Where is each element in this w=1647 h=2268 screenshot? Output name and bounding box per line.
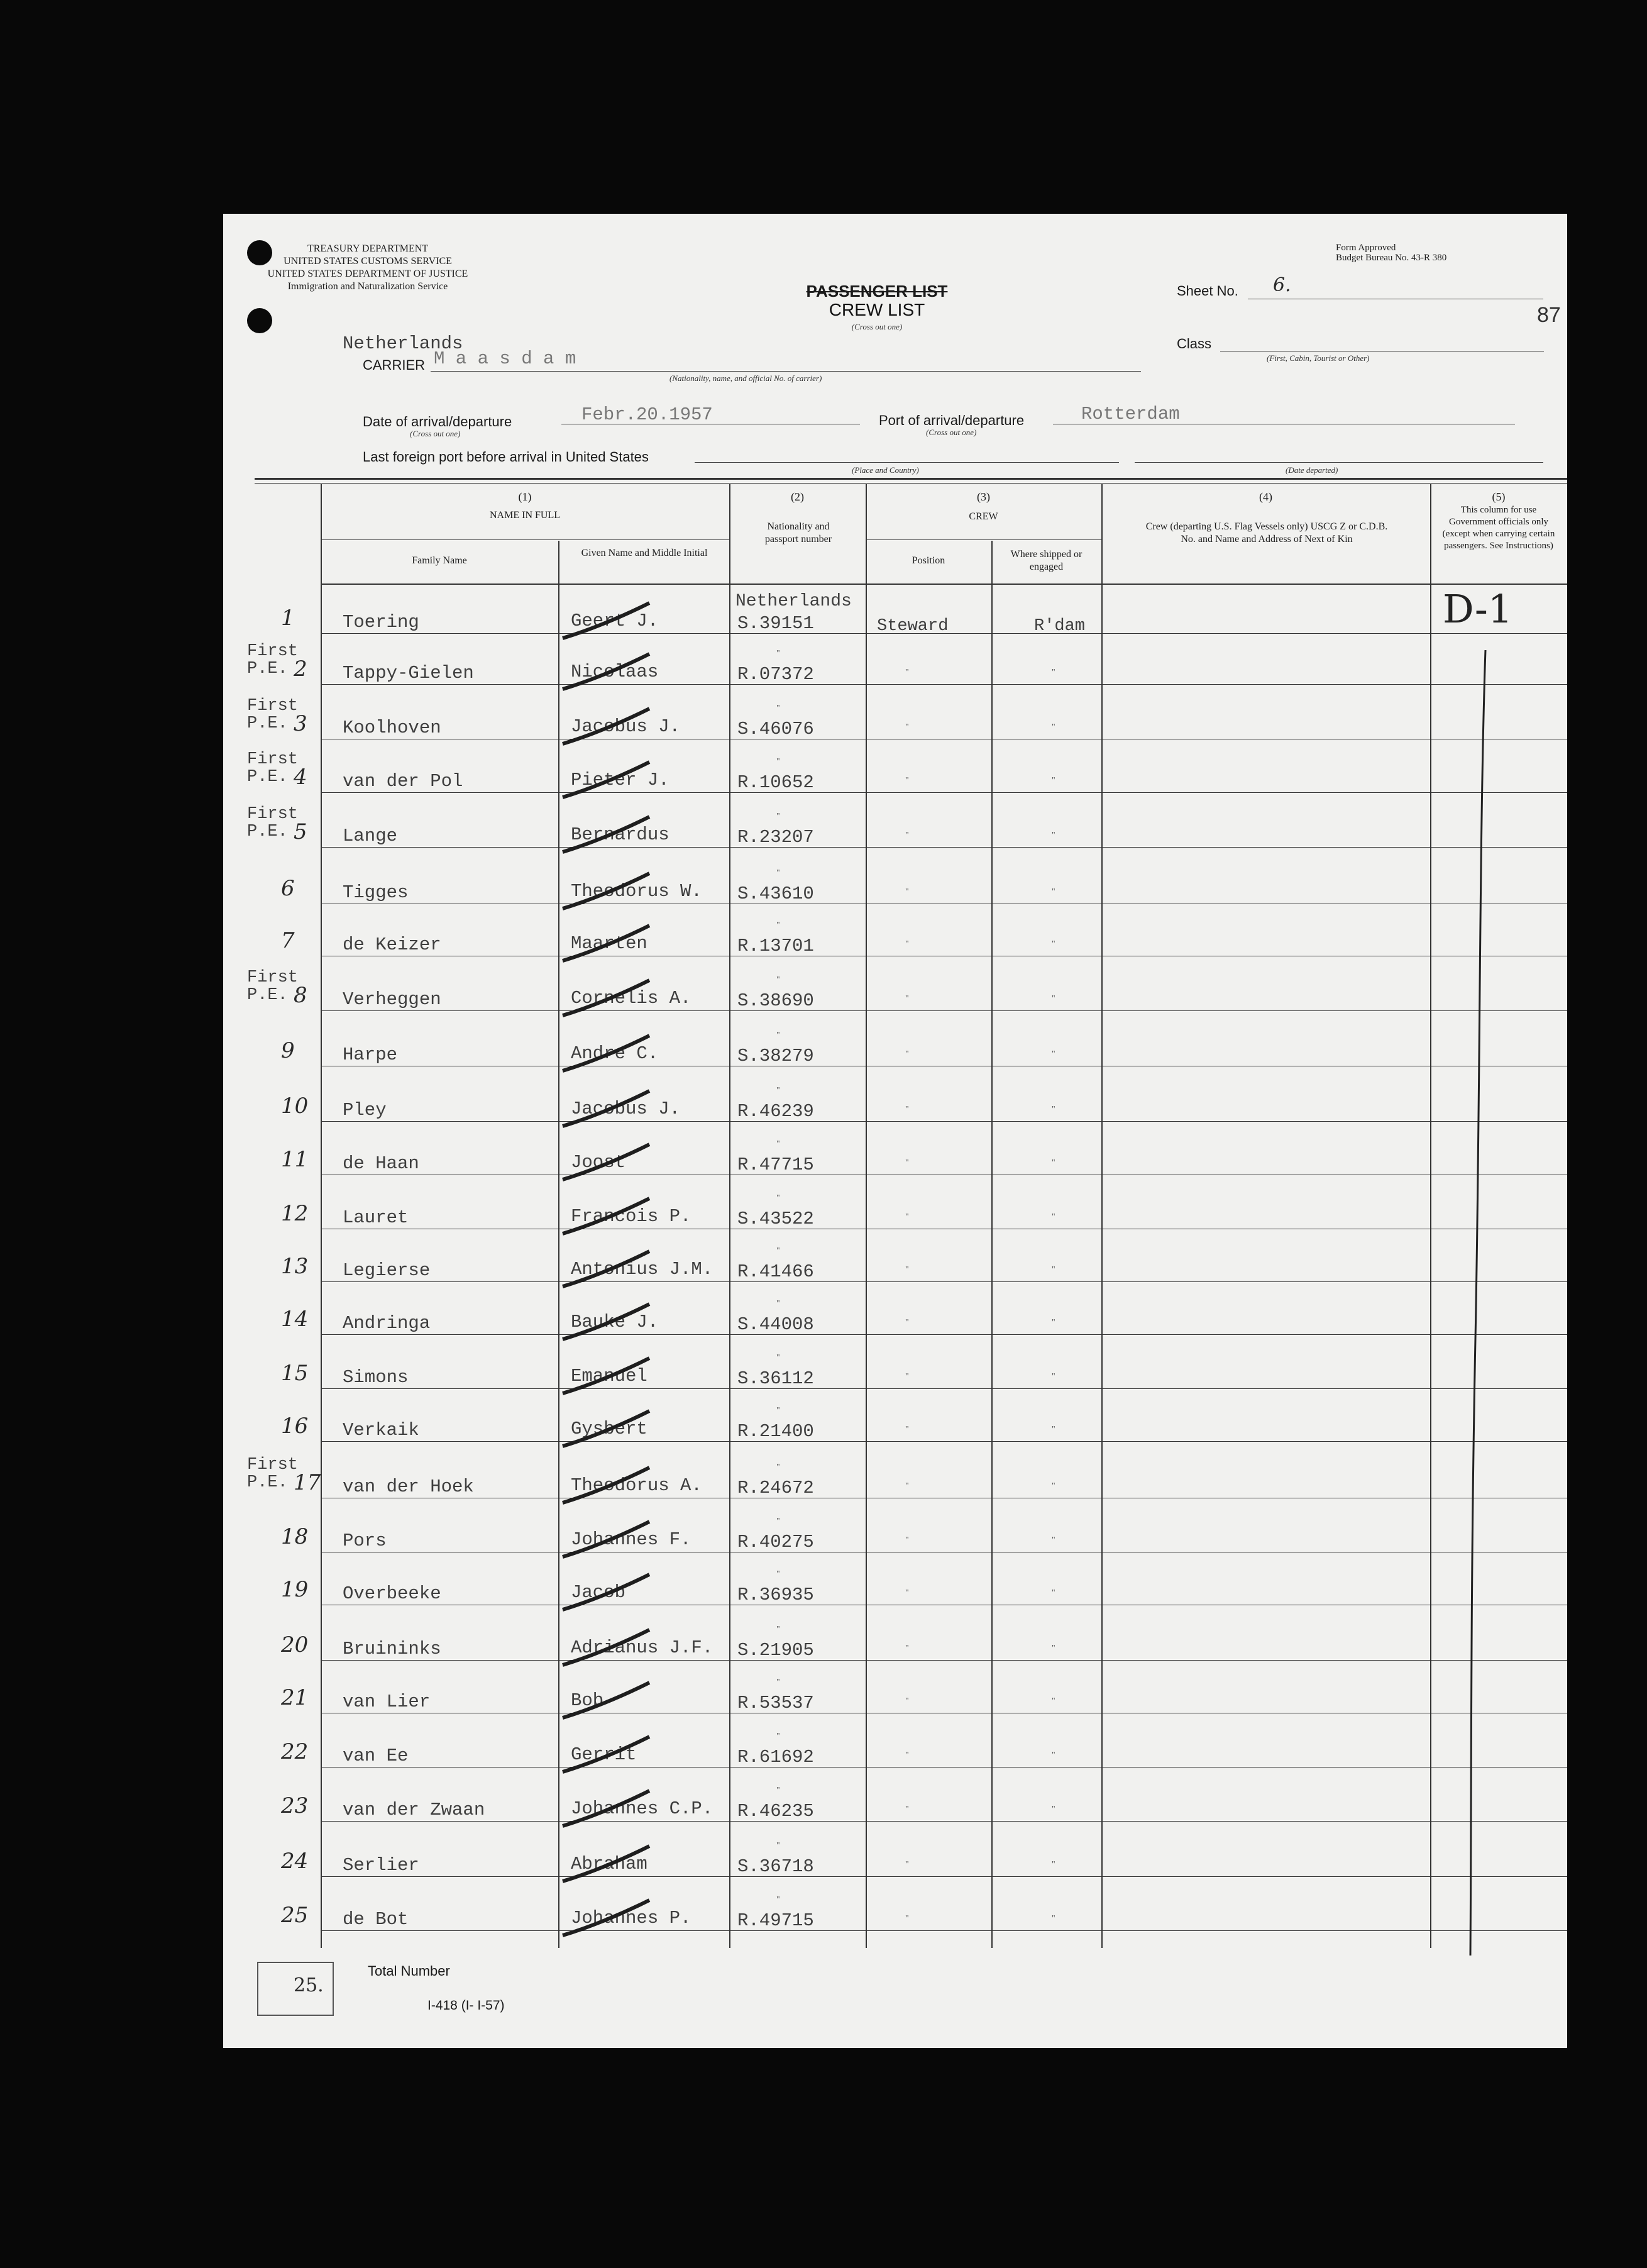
- family-name: Overbeeke: [343, 1583, 441, 1604]
- nationality-ditto: ": [776, 704, 780, 713]
- nationality-ditto: ": [776, 975, 780, 985]
- form-approval: [1336, 243, 1446, 263]
- nationality-ditto: ": [776, 1569, 780, 1579]
- row-number: 4: [294, 765, 307, 790]
- position-ditto: ": [905, 939, 909, 949]
- date-value: Febr.20.1957: [581, 404, 713, 425]
- dept-line: Immigration and Naturalization Service: [287, 281, 448, 292]
- position-header: Position: [912, 555, 945, 566]
- col3-number: (3): [977, 490, 990, 503]
- where-shipped-ditto: ": [1052, 1318, 1055, 1327]
- form-number: I-418 (I- I-57): [427, 1998, 505, 2013]
- given-name: Nicolaas: [571, 661, 659, 682]
- strike-mark: [556, 1842, 651, 1886]
- nationality-ditto: ": [776, 868, 780, 878]
- family-name: van Lier: [343, 1691, 431, 1712]
- where-shipped-ditto: ": [1052, 1588, 1055, 1598]
- nationality-ditto: ": [776, 649, 780, 658]
- col1-number: (1): [518, 490, 532, 503]
- row-rule: [321, 1441, 1567, 1442]
- strike-mark: [556, 1896, 651, 1940]
- where-shipped-header: Where shipped or engaged: [1010, 549, 1082, 572]
- row-number: 1: [281, 606, 295, 631]
- dept-line: UNITED STATES CUSTOMS SERVICE: [284, 256, 452, 267]
- strike-mark: [556, 1518, 651, 1562]
- table-border: [321, 484, 322, 1948]
- position-ditto: ": [905, 1751, 909, 1760]
- row-number: 9: [281, 1038, 295, 1063]
- row-prefix: First P.E.: [247, 697, 299, 733]
- row-prefix: First P.E.: [247, 642, 299, 678]
- strike-mark: [556, 922, 651, 966]
- row-number: 11: [281, 1147, 309, 1172]
- department-block: [267, 243, 468, 293]
- column-divider: [1101, 484, 1103, 1948]
- given-name: Johannes C.P.: [571, 1798, 713, 1819]
- row-number: 18: [281, 1524, 309, 1549]
- given-name: Francois P.: [571, 1206, 691, 1227]
- row-number: 24: [281, 1849, 309, 1874]
- family-name: Pors: [343, 1530, 387, 1551]
- strike-mark: [556, 1464, 651, 1508]
- given-name: Emanuel: [571, 1366, 647, 1386]
- position-ditto: ": [905, 1318, 909, 1327]
- row-number: 5: [294, 819, 307, 844]
- row-prefix: First P.E.: [247, 968, 299, 1005]
- row-prefix: First P.E.: [247, 750, 299, 787]
- position-ditto: ": [905, 887, 909, 897]
- given-name: Johannes P.: [571, 1908, 691, 1928]
- passport-number: R.21400: [737, 1421, 814, 1442]
- row-number: 22: [281, 1739, 309, 1764]
- nationality-value: Netherlands: [343, 333, 463, 354]
- where-shipped-ditto: ": [1052, 1049, 1055, 1059]
- given-name: Bauke J.: [571, 1312, 659, 1332]
- given-name: Cornelis A.: [571, 988, 691, 1009]
- family-name: Verkaik: [343, 1420, 419, 1441]
- row-number: 23: [281, 1793, 309, 1818]
- table-top-rule: [255, 483, 1567, 484]
- port-value: Rotterdam: [1081, 404, 1180, 424]
- last-port-label: Last foreign port before arrival in United States: [363, 449, 649, 465]
- row-rule: [321, 684, 1567, 685]
- where-shipped-ditto: ": [1052, 776, 1055, 785]
- given-name: Abraham: [571, 1854, 647, 1874]
- passport-number: R.47715: [737, 1154, 814, 1175]
- strike-mark: [556, 705, 651, 749]
- passport-number: R.24672: [737, 1478, 814, 1498]
- family-name: Serlier: [343, 1855, 419, 1876]
- nationality-ditto: ": [776, 757, 780, 766]
- family-name: Toering: [343, 612, 419, 633]
- given-name: Andre C.: [571, 1043, 659, 1064]
- table-top-rule: [255, 478, 1567, 480]
- where-shipped-ditto: ": [1052, 1805, 1055, 1814]
- subheader-rule: [321, 539, 729, 540]
- strike-mark: [556, 976, 651, 1021]
- where-shipped: R'dam: [1034, 617, 1086, 636]
- row-rule: [321, 847, 1567, 848]
- row-number: 13: [281, 1254, 309, 1279]
- carrier-value: M a a s d a m: [434, 348, 576, 369]
- dept-line: UNITED STATES DEPARTMENT OF JUSTICE: [267, 268, 468, 279]
- nationality-ditto: ": [776, 1299, 780, 1308]
- port-label: Port of arrival/departure: [879, 412, 1025, 428]
- position-ditto: ": [905, 994, 909, 1004]
- family-name-header: Family Name: [412, 555, 467, 566]
- given-name: Geert J.: [571, 611, 659, 631]
- where-shipped-ditto: ": [1052, 994, 1055, 1004]
- nationality-ditto: ": [776, 1841, 780, 1850]
- position-ditto: ": [905, 831, 909, 840]
- strike-mark: [556, 1141, 651, 1185]
- strike-mark: [556, 813, 651, 857]
- family-name: Bruininks: [343, 1639, 441, 1659]
- nationality-ditto: ": [776, 1246, 780, 1256]
- strike-mark: [556, 758, 651, 802]
- dept-line: TREASURY DEPARTMENT: [307, 243, 429, 254]
- row-number: 15: [281, 1361, 309, 1386]
- nationality-ditto: ": [776, 1786, 780, 1795]
- row-number: 3: [294, 711, 307, 736]
- where-shipped-ditto: ": [1052, 668, 1055, 677]
- strike-mark: [556, 1626, 651, 1670]
- passport-number: R.46235: [737, 1801, 814, 1822]
- passport-number: S.44008: [737, 1314, 814, 1335]
- nationality-ditto: ": [776, 1086, 780, 1095]
- given-name: Joost: [571, 1152, 626, 1173]
- col5-title: This column for use Government officials only (except when carrying certain passengers. See Instructions): [1442, 505, 1555, 551]
- col5-number: (5): [1492, 490, 1506, 503]
- position-ditto: ": [905, 1860, 909, 1869]
- family-name: de Keizer: [343, 934, 441, 955]
- row-prefix: First P.E.: [247, 805, 299, 841]
- row-rule: [321, 792, 1567, 793]
- position-ditto: ": [905, 1105, 909, 1114]
- sheet-no-label: Sheet No.: [1177, 283, 1238, 299]
- where-shipped-ditto: ": [1052, 887, 1055, 897]
- passport-number: S.38690: [737, 990, 814, 1011]
- given-name: Gerrit: [571, 1744, 637, 1765]
- column-divider: [1430, 484, 1431, 1948]
- passport-number: S.43610: [737, 883, 814, 904]
- carrier-hint: (Nationality, name, and official No. of carrier): [669, 373, 822, 383]
- given-name: Pieter J.: [571, 770, 669, 790]
- family-name: van der Pol: [343, 771, 463, 792]
- row-rule: [321, 1821, 1567, 1822]
- where-shipped-ditto: ": [1052, 1158, 1055, 1168]
- nationality-ditto: ": [776, 1193, 780, 1203]
- family-name: de Haan: [343, 1153, 419, 1174]
- given-name: Bob: [571, 1690, 604, 1711]
- position-ditto: ": [905, 722, 909, 732]
- position-ditto: ": [905, 1049, 909, 1059]
- row-number: 19: [281, 1577, 309, 1602]
- row-prefix: First P.E.: [247, 1456, 299, 1492]
- position-ditto: ": [905, 1644, 909, 1653]
- budget-bureau-text: Budget Bureau No. 43-R 380: [1336, 253, 1447, 263]
- passport-number: S.36718: [737, 1856, 814, 1877]
- where-shipped-ditto: ": [1052, 939, 1055, 949]
- position-ditto: ": [905, 1914, 909, 1923]
- where-shipped-ditto: ": [1052, 1751, 1055, 1760]
- strike-mark: [556, 1407, 651, 1451]
- row-number: 21: [281, 1685, 309, 1710]
- given-name: Jacobus J.: [571, 716, 681, 737]
- class-hint: (First, Cabin, Tourist or Other): [1267, 353, 1370, 363]
- where-shipped-ditto: ": [1052, 722, 1055, 732]
- place-hint: (Place and Country): [852, 465, 919, 475]
- strike-mark: [556, 1787, 651, 1831]
- row-number: 16: [281, 1413, 309, 1439]
- row-rule: [321, 1010, 1567, 1011]
- strike-mark: [556, 1679, 651, 1723]
- nationality-ditto: ": [776, 1406, 780, 1415]
- family-name: Pley: [343, 1100, 387, 1120]
- passport-number: S.36112: [737, 1368, 814, 1389]
- page-number: 87: [1537, 303, 1561, 327]
- row-rule: [321, 1876, 1567, 1877]
- nationality-ditto: ": [776, 1353, 780, 1363]
- column-divider: [991, 541, 993, 1948]
- nationality-ditto: ": [776, 921, 780, 930]
- nationality-ditto: ": [776, 1678, 780, 1687]
- given-name: Theodorus W.: [571, 881, 702, 902]
- form-approved-text: Form Approved: [1336, 243, 1396, 253]
- where-shipped-ditto: ": [1052, 1212, 1055, 1222]
- date-hint: (Cross out one): [410, 429, 461, 438]
- date-departed-hint: (Date departed): [1286, 465, 1338, 475]
- passport-number: R.36935: [737, 1585, 814, 1605]
- where-shipped-ditto: ": [1052, 1105, 1055, 1114]
- family-name: Legierse: [343, 1260, 431, 1281]
- col5-vertical-stroke: [1455, 648, 1493, 1962]
- given-name: Antonius J.M.: [571, 1259, 713, 1280]
- nationality: Netherlands: [735, 592, 852, 611]
- given-name: Adrianus J.F.: [571, 1637, 713, 1658]
- passport-number: R.40275: [737, 1532, 814, 1552]
- col5-mark: D-1: [1443, 586, 1513, 632]
- position-ditto: ": [905, 668, 909, 677]
- nationality-ditto: ": [776, 1895, 780, 1905]
- passport-number: R.49715: [737, 1910, 814, 1931]
- where-shipped-ditto: ": [1052, 1425, 1055, 1434]
- header-bottom-rule: [321, 584, 1567, 585]
- position-ditto: ": [905, 1481, 909, 1491]
- position-ditto: ": [905, 1265, 909, 1275]
- row-number: 7: [281, 928, 295, 953]
- col1-title: NAME IN FULL: [490, 510, 560, 521]
- total-label: Total Number: [368, 1963, 450, 1979]
- column-divider: [729, 484, 730, 1948]
- row-rule: [321, 1281, 1567, 1282]
- family-name: de Bot: [343, 1909, 409, 1930]
- where-shipped-ditto: ": [1052, 1535, 1055, 1545]
- where-shipped-ditto: ": [1052, 1644, 1055, 1653]
- where-shipped-ditto: ": [1052, 1265, 1055, 1275]
- passport-number: R.46239: [737, 1101, 814, 1122]
- nationality-ditto: ": [776, 812, 780, 821]
- position-ditto: ": [905, 1535, 909, 1545]
- family-name: Lange: [343, 826, 398, 846]
- family-name: Tigges: [343, 882, 409, 903]
- where-shipped-ditto: ": [1052, 831, 1055, 840]
- row-number: 14: [281, 1307, 309, 1332]
- strike-mark: [556, 599, 651, 643]
- family-name: Harpe: [343, 1044, 398, 1065]
- where-shipped-ditto: ": [1052, 1481, 1055, 1491]
- strike-mark: [556, 1087, 651, 1131]
- passport-number: S.39151: [737, 613, 814, 634]
- given-name: Jacobus J.: [571, 1098, 681, 1119]
- col4-number: (4): [1259, 490, 1272, 503]
- strike-mark: [556, 1032, 651, 1076]
- passport-number: S.43522: [737, 1209, 814, 1229]
- passenger-list-title-struck: PASSENGER LIST: [806, 282, 948, 301]
- given-name: Gysbert: [571, 1419, 647, 1439]
- row-number: 6: [281, 876, 295, 901]
- strike-mark: [556, 1354, 651, 1398]
- nationality-ditto: ": [776, 1031, 780, 1040]
- given-name: Jacob: [571, 1582, 626, 1603]
- passport-number: R.41466: [737, 1261, 814, 1282]
- passport-number: S.38279: [737, 1046, 814, 1066]
- position-ditto: ": [905, 776, 909, 785]
- given-name-header: Given Name and Middle Initial: [581, 548, 708, 558]
- position: Steward: [877, 617, 949, 636]
- nationality-ditto: ": [776, 1463, 780, 1472]
- position-ditto: ": [905, 1425, 909, 1434]
- family-name: van Ee: [343, 1745, 409, 1766]
- row-number: 12: [281, 1201, 309, 1226]
- passport-number: S.46076: [737, 719, 814, 739]
- given-name: Johannes F.: [571, 1529, 691, 1550]
- position-ditto: ": [905, 1805, 909, 1814]
- passport-number: R.07372: [737, 664, 814, 685]
- strike-mark: [556, 870, 651, 914]
- strike-mark: [556, 1733, 651, 1777]
- nationality-ditto: ": [776, 1517, 780, 1526]
- strike-mark: [556, 1195, 651, 1239]
- family-name: Verheggen: [343, 989, 441, 1010]
- family-name: van der Hoek: [343, 1476, 474, 1497]
- where-shipped-ditto: ": [1052, 1860, 1055, 1869]
- class-label: Class: [1177, 336, 1212, 351]
- row-number: 2: [294, 656, 307, 682]
- row-rule: [321, 1660, 1567, 1661]
- given-name: Bernardus: [571, 824, 669, 845]
- strike-mark: [556, 1571, 651, 1615]
- where-shipped-ditto: ": [1052, 1914, 1055, 1923]
- col2-title: Nationality and passport number: [764, 521, 832, 545]
- date-label: Date of arrival/departure: [363, 414, 512, 429]
- total-value: 25.: [294, 1974, 324, 1996]
- given-name: Theodorus A.: [571, 1475, 702, 1496]
- sheet-no-value: 6.: [1273, 274, 1291, 296]
- column-divider: [866, 484, 867, 1948]
- family-name: Tappy-Gielen: [343, 663, 474, 683]
- passport-number: R.23207: [737, 827, 814, 848]
- carrier-label: CARRIER: [363, 357, 426, 373]
- strike-mark: [556, 650, 651, 694]
- family-name: Koolhoven: [343, 717, 441, 738]
- port-hint: (Cross out one): [926, 428, 977, 437]
- row-rule: [321, 1930, 1567, 1931]
- where-shipped-ditto: ": [1052, 1696, 1055, 1706]
- row-number: 10: [281, 1093, 309, 1119]
- family-name: Lauret: [343, 1207, 409, 1228]
- passport-number: S.21905: [737, 1640, 814, 1661]
- row-rule: [321, 1121, 1567, 1122]
- passport-number: R.10652: [737, 772, 814, 793]
- passport-number: R.53537: [737, 1693, 814, 1713]
- col2-number: (2): [791, 490, 804, 503]
- row-number: 25: [281, 1903, 309, 1928]
- row-rule: [321, 1334, 1567, 1335]
- crew-list-sheet: [223, 214, 1567, 2048]
- row-rule: [321, 1388, 1567, 1389]
- subheader-rule: [866, 539, 1101, 540]
- row-number: 17: [294, 1470, 321, 1495]
- family-name: van der Zwaan: [343, 1800, 485, 1820]
- position-ditto: ": [905, 1372, 909, 1381]
- position-ditto: ": [905, 1696, 909, 1706]
- given-name: Maarten: [571, 933, 647, 954]
- strike-mark: [556, 1300, 651, 1344]
- col4-title: Crew (departing U.S. Flag Vessels only) USCG Z or C.D.B. No. and Name and Address of Next of Kin: [1145, 521, 1388, 545]
- nationality-ditto: ": [776, 1139, 780, 1149]
- strike-mark: [556, 1247, 651, 1292]
- passport-number: R.13701: [737, 936, 814, 956]
- row-number: 20: [281, 1632, 309, 1657]
- row-number: 8: [294, 983, 307, 1008]
- col3-title: CREW: [969, 511, 998, 522]
- position-ditto: ": [905, 1158, 909, 1168]
- family-name: Simons: [343, 1367, 409, 1388]
- passport-number: R.61692: [737, 1747, 814, 1767]
- family-name: Andringa: [343, 1313, 431, 1334]
- punch-hole: [247, 308, 272, 333]
- nationality-ditto: ": [776, 1732, 780, 1741]
- position-ditto: ": [905, 1588, 909, 1598]
- cross-out-hint: (Cross out one): [851, 322, 903, 331]
- position-ditto: ": [905, 1212, 909, 1222]
- crew-list-title: CREW LIST: [829, 300, 925, 319]
- where-shipped-ditto: ": [1052, 1372, 1055, 1381]
- nationality-ditto: ": [776, 1625, 780, 1634]
